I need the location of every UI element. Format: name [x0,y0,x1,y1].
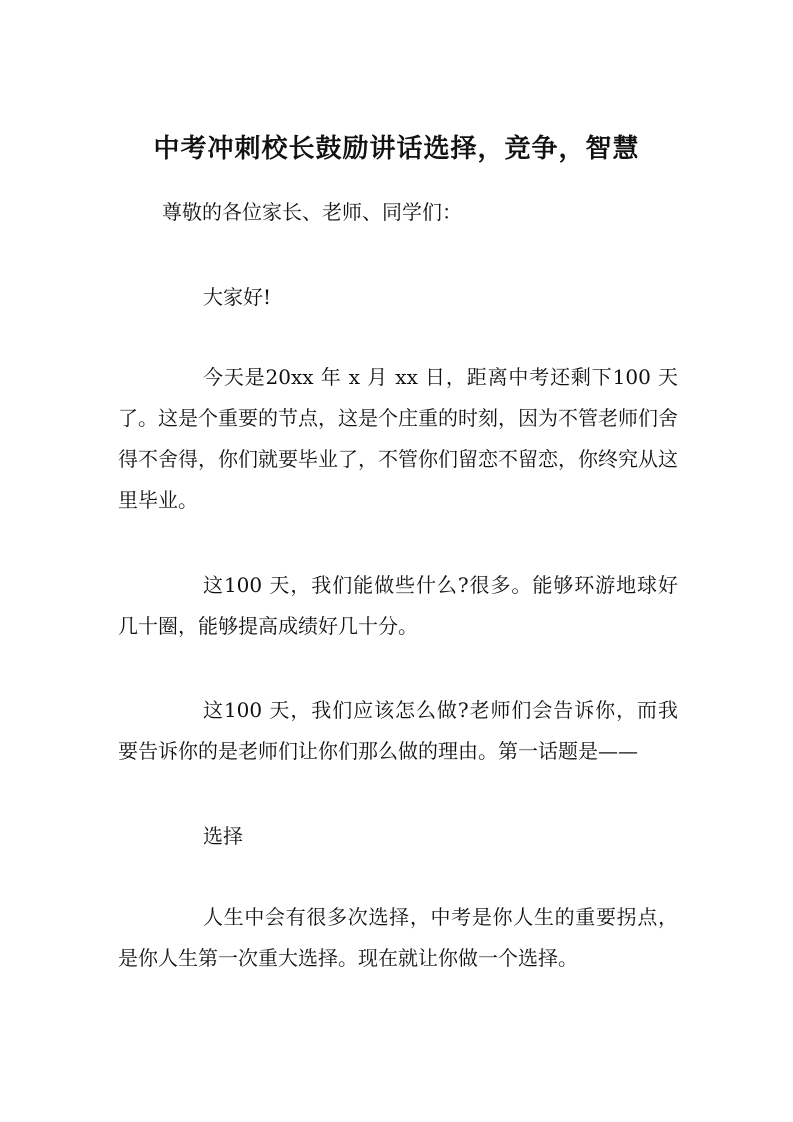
greeting: 大家好! [203,285,272,309]
paragraph: 这100 天，我们能做些什么?很多。能够环游地球好几十圈，能够提高成绩好几十分。 [118,573,678,638]
salutation: 尊敬的各位家长、老师、同学们： [162,200,462,224]
paragraph: 人生中会有很多次选择，中考是你人生的重要拐点，是你人生第一次重大选择。现在就让你做一个选择。 [118,905,678,970]
document-title: 中考冲刺校长鼓励讲话选择，竞争，智慧 [153,134,640,164]
paragraph: 今天是20xx 年 x 月 xx 日，距离中考还剩下100 天了。这是个重要的节点，这是个庄重的时刻，因为不管老师们舍得不舍得，你们就要毕业了，不管你们留恋不留恋，你终究从这里毕业。 [118,365,678,512]
section-heading: 选择 [203,824,243,848]
paragraph: 这100 天，我们应该怎么做?老师们会告诉你，而我要告诉你的是老师们让你们那么做的理由。第一话题是—— [118,698,678,763]
